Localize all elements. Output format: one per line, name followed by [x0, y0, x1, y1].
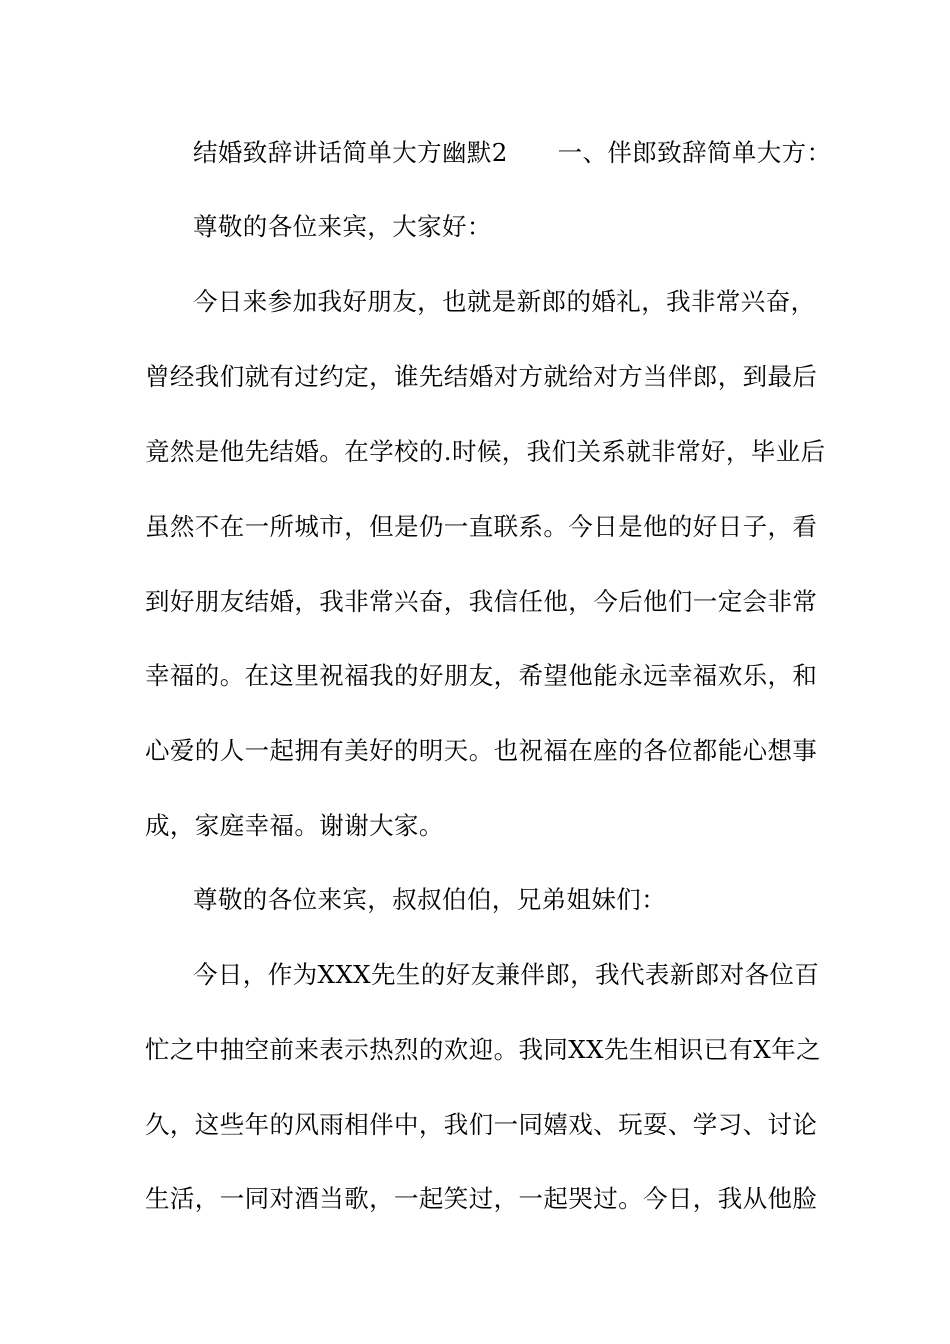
paragraph-line: 虽然不在一所城市，但是仍一直联系。今日是他的好日子，看	[145, 512, 818, 541]
paragraph-line: 曾经我们就有过约定，谁先结婚对方就给对方当伴郎，到最后	[145, 362, 818, 391]
paragraph-line: 今日，作为XXX先生的好友兼伴郎，我代表新郎对各位百	[193, 960, 820, 989]
paragraph-line: 忙之中抽空前来表示热烈的欢迎。我同XX先生相识已有X年之	[145, 1035, 822, 1064]
paragraph-line: 成，家庭幸福。谢谢大家。	[145, 811, 444, 840]
paragraph-line: 竟然是他先结婚。在学校的.时候，我们关系就非常好，毕业后	[145, 437, 826, 466]
heading-line: 结婚致辞讲话简单大方幽默2 一、伴郎致辞简单大方：	[193, 138, 832, 167]
paragraph-line: 到好朋友结婚，我非常兴奋，我信任他，今后他们一定会非常	[145, 587, 818, 616]
paragraph-line: 心爱的人一起拥有美好的明天。也祝福在座的各位都能心想事	[145, 736, 818, 765]
paragraph-line: 久，这些年的风雨相伴中，我们一同嬉戏、玩耍、学习、讨论	[145, 1110, 818, 1139]
paragraph-line: 今日来参加我好朋友，也就是新郎的婚礼，我非常兴奋，	[193, 287, 816, 316]
paragraph-line: 生活，一同对酒当歌，一起笑过，一起哭过。今日，我从他脸	[145, 1184, 818, 1213]
salutation-line: 尊敬的各位来宾，叔叔伯伯，兄弟姐妹们：	[193, 885, 667, 914]
salutation-line: 尊敬的各位来宾，大家好：	[193, 212, 492, 241]
paragraph-line: 幸福的。在这里祝福我的好朋友，希望他能永远幸福欢乐，和	[145, 661, 818, 690]
